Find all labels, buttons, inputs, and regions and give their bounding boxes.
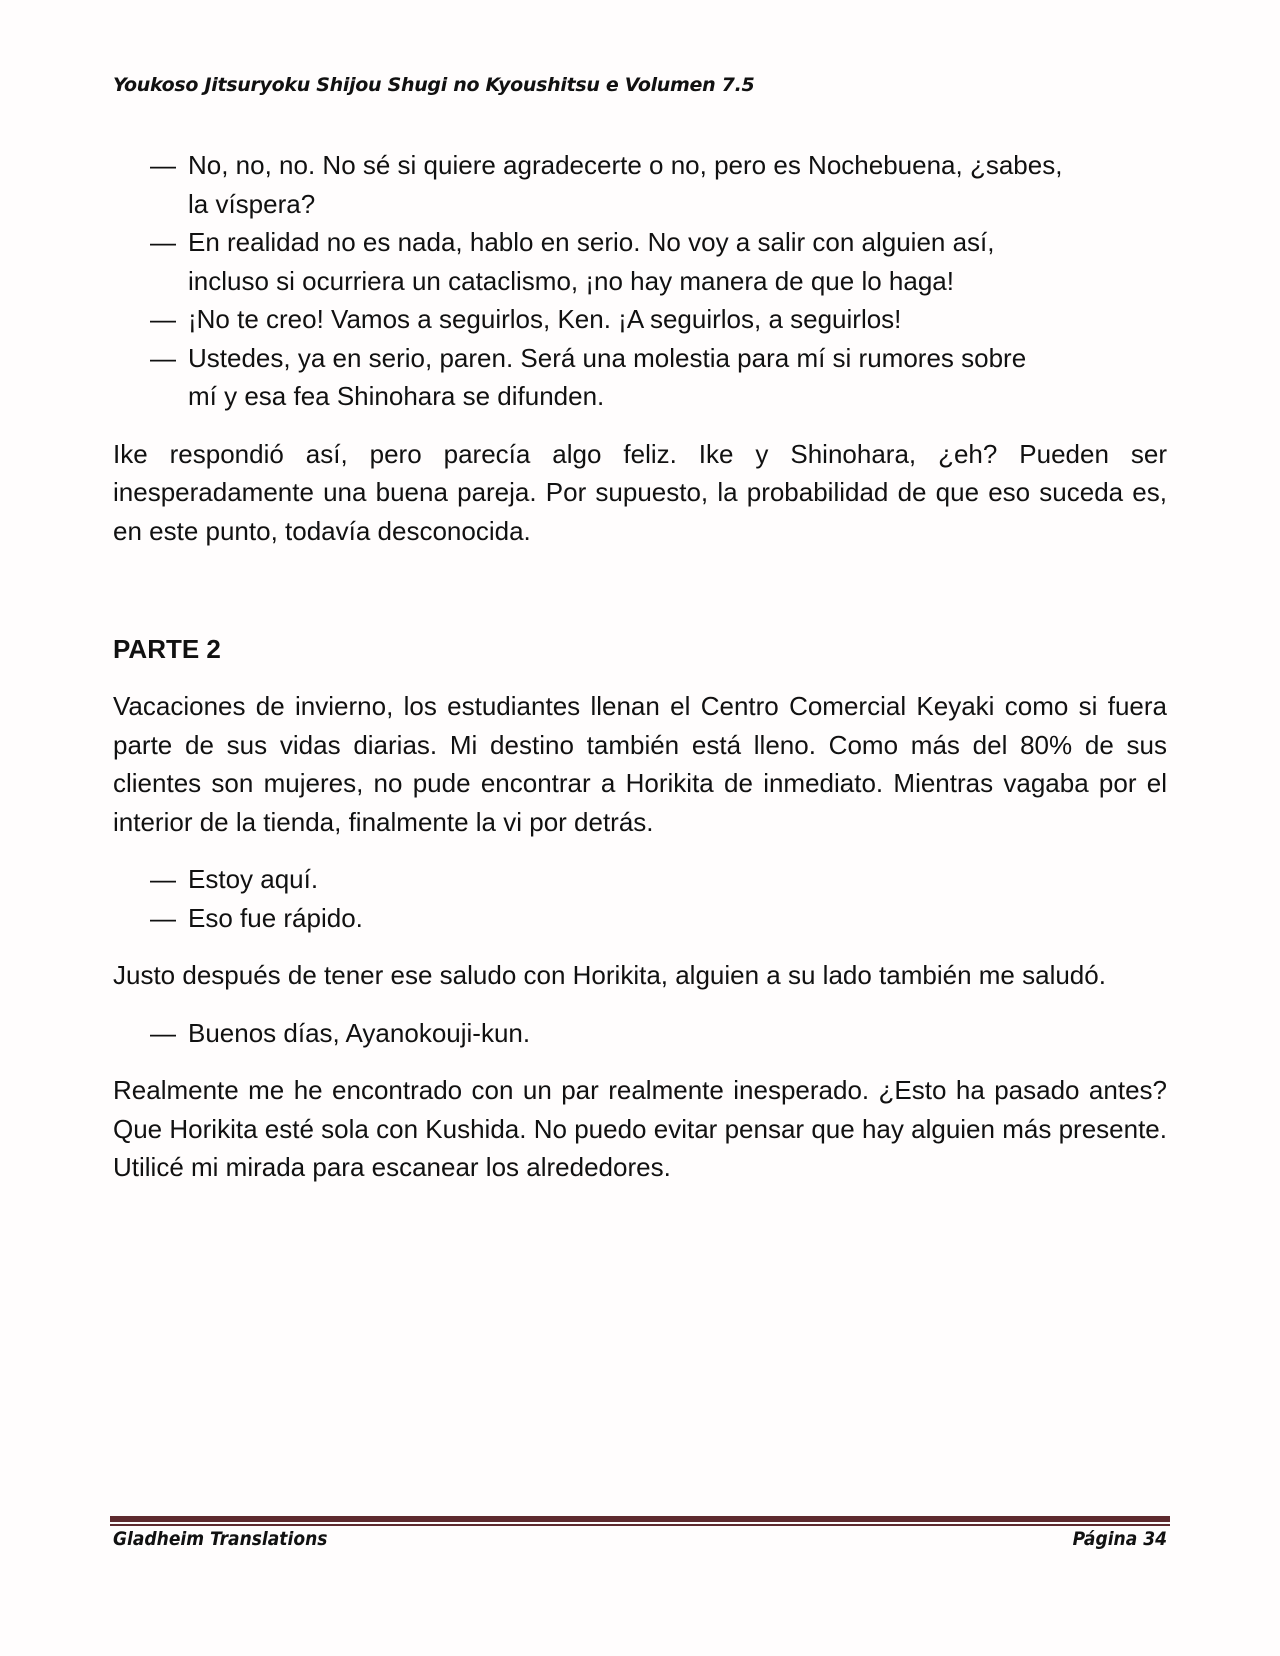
footer-publisher: Gladheim Translations — [113, 1528, 328, 1550]
em-dash: — — [150, 342, 176, 373]
em-dash: — — [150, 304, 176, 334]
dialogue-line: — En realidad no es nada, hablo en serio. No voy a salir con alguien así, — [113, 223, 1167, 262]
paragraph: Justo después de tener ese saludo con Horikita, alguien a su lado también me saludó. — [113, 960, 1106, 990]
dialogue-line: — Ustedes, ya en serio, paren. Será una molestia para mí si rumores sobre — [113, 339, 1167, 378]
paragraph: Ike respondió así, pero parecía algo feliz. Ike y Shinohara, ¿eh? Pueden ser inesperadamente una buena pareja. Por supuesto, la probabilidad de que eso suceda es, en este punto, todavía desconocida. — [113, 438, 1167, 546]
dialogue-block-1 — [113, 146, 1167, 416]
page-body — [113, 146, 1167, 1187]
section-heading: PARTE 2 — [113, 634, 221, 664]
footer-divider-thick — [110, 1516, 1170, 1522]
footer-divider-thin — [110, 1524, 1170, 1526]
dialogue-line: — No, no, no. No sé si quiere agradecerte o no, pero es Nochebuena, ¿sabes, — [113, 146, 1167, 185]
dialogue-line-cont: incluso si ocurriera un cataclismo, ¡no hay manera de que lo haga! — [188, 265, 954, 296]
page-number: Página 34 — [1072, 1528, 1167, 1550]
paragraph: Vacaciones de invierno, los estudiantes llenan el Centro Comercial Keyaki como si fuera parte de sus vidas diarias. Mi destino también está lleno. Como más del 80% de sus clientes son mujeres, no pude encontrar a Horikita de inmediato. Mientras vagaba por el interior de la tienda, finalmente la vi por detrás. — [113, 691, 1167, 837]
em-dash: — — [150, 864, 176, 894]
dialogue-line: — ¡No te creo! Vamos a seguirlos, Ken. ¡A seguirlos, a seguirlos! — [113, 300, 1167, 339]
running-header: Youkoso Jitsuryoku Shijou Shugi no Kyoushitsu e Volumen 7.5 — [113, 74, 755, 96]
dialogue-line: — Estoy aquí. — [113, 860, 1167, 899]
em-dash: — — [150, 150, 176, 180]
dialogue-line-cont: la víspera? — [188, 188, 316, 219]
paragraph: Realmente me he encontrado con un par realmente inesperado. ¿Esto ha pasado antes? Que Horikita esté sola con Kushida. No puedo evitar pensar que hay alguien más presente. Utilicé mi mirada para escanear los alrededores. — [113, 1075, 1167, 1182]
dialogue-block-2 — [113, 860, 1167, 937]
em-dash: — — [150, 902, 176, 933]
dialogue-line-cont: mí y esa fea Shinohara se difunden. — [188, 381, 605, 411]
footer-divider — [110, 1516, 1170, 1526]
dialogue-block-3 — [113, 1014, 1167, 1053]
em-dash: — — [150, 1017, 176, 1048]
dialogue-line: — Eso fue rápido. — [113, 899, 1167, 938]
dialogue-line: — Buenos días, Ayanokouji-kun. — [113, 1014, 1167, 1053]
em-dash: — — [150, 227, 176, 257]
